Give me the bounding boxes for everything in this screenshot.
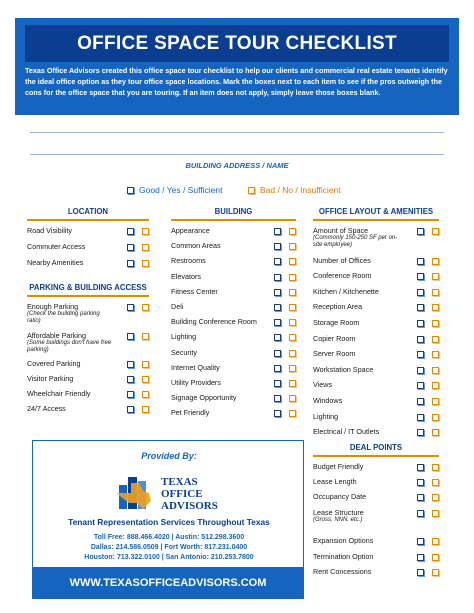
bad-checkbox[interactable] xyxy=(289,365,296,372)
contact-line-3: Houston: 713.322.0100 | San Antonio: 210.253.7800 xyxy=(84,554,254,561)
item-checkboxes xyxy=(119,333,149,340)
bad-checkbox[interactable] xyxy=(432,304,439,311)
legend-bad xyxy=(248,185,341,195)
section-heading: PARKING & BUILDING ACCESS xyxy=(29,283,147,292)
item-label: Occupancy Date xyxy=(313,492,367,502)
checkbox-icon xyxy=(248,187,255,194)
bad-checkbox[interactable] xyxy=(289,395,296,402)
section-rule xyxy=(171,219,296,221)
checklist-item xyxy=(27,359,149,374)
logo-text-2: OFFICE xyxy=(161,488,203,500)
bad-checkbox[interactable] xyxy=(432,494,439,501)
checkbox-icon xyxy=(127,187,134,194)
legend-good-label: Good / Yes / Sufficient xyxy=(139,185,223,195)
item-label: Server Room xyxy=(313,349,356,359)
address-line-1 xyxy=(30,132,444,133)
good-checkbox[interactable] xyxy=(417,320,424,327)
section-heading: OFFICE LAYOUT & AMENITIES xyxy=(318,207,434,216)
section-building xyxy=(171,206,296,423)
bad-checkbox[interactable] xyxy=(432,351,439,358)
bad-checkbox[interactable] xyxy=(432,429,439,436)
section-rule xyxy=(27,219,149,221)
good-checkbox[interactable] xyxy=(417,464,424,471)
checklist-item xyxy=(171,363,296,378)
checklist-item xyxy=(313,349,439,365)
item-checkboxes xyxy=(409,414,439,421)
good-checkbox[interactable] xyxy=(417,336,424,343)
item-label: Restrooms xyxy=(171,256,206,266)
good-checkbox[interactable] xyxy=(417,510,424,517)
item-checkboxes xyxy=(409,429,439,436)
bad-checkbox[interactable] xyxy=(142,361,149,368)
bad-checkbox[interactable] xyxy=(142,244,149,251)
checklist-item xyxy=(313,334,439,350)
item-label: Views xyxy=(313,380,333,390)
item-label: Signage Opportunity xyxy=(171,393,237,403)
item-checkboxes xyxy=(409,510,439,517)
intro-text: Texas Office Advisors created this office space tour checklist to help our clients and commercial real estate tenants identify the ideal office option as they tour office space locations. Mark the boxes next to each item to see if the pros outweigh the cons for the office space that you are touring. If an item does not apply, simply leave those boxes blank. xyxy=(25,66,448,97)
bad-checkbox[interactable] xyxy=(432,398,439,405)
item-label: Electrical / IT Outlets xyxy=(313,427,380,437)
item-checkboxes xyxy=(409,398,439,405)
item-label: Security xyxy=(171,347,197,357)
checklist-item xyxy=(171,378,296,393)
item-checkboxes xyxy=(409,228,439,235)
checklist-item xyxy=(171,302,296,317)
item-checkboxes xyxy=(266,350,296,357)
good-checkbox[interactable] xyxy=(417,494,424,501)
bad-checkbox[interactable] xyxy=(142,260,149,267)
item-label: Windows xyxy=(313,395,343,405)
item-checkboxes xyxy=(119,304,149,311)
bad-checkbox[interactable] xyxy=(142,228,149,235)
good-checkbox[interactable] xyxy=(274,380,281,387)
bad-checkbox[interactable] xyxy=(432,228,439,235)
good-checkbox[interactable] xyxy=(274,289,281,296)
item-checkboxes xyxy=(409,479,439,486)
item-label: Covered Parking xyxy=(27,359,81,368)
item-checkboxes xyxy=(266,334,296,341)
checklist-sheet xyxy=(15,18,459,600)
checklist-item xyxy=(313,477,439,492)
item-label: Rent Concessions xyxy=(313,566,372,576)
good-checkbox[interactable] xyxy=(417,228,424,235)
item-checkboxes xyxy=(266,319,296,326)
bad-checkbox[interactable] xyxy=(142,333,149,340)
item-checkboxes xyxy=(266,410,296,417)
item-label: Internet Quality xyxy=(171,362,220,372)
bad-checkbox[interactable] xyxy=(289,410,296,417)
item-label: Fitness Center xyxy=(171,286,218,296)
bad-checkbox[interactable] xyxy=(432,289,439,296)
item-label: 24/7 Access xyxy=(27,404,66,413)
good-checkbox[interactable] xyxy=(274,395,281,402)
item-checkboxes xyxy=(409,336,439,343)
good-checkbox[interactable] xyxy=(127,260,134,267)
item-label: Number of Offices xyxy=(313,255,371,265)
item-checkboxes xyxy=(409,569,439,576)
checklist-item xyxy=(27,331,149,360)
bad-checkbox[interactable] xyxy=(289,380,296,387)
checklist-item xyxy=(27,302,149,331)
bad-checkbox[interactable] xyxy=(432,538,439,545)
checklist-item xyxy=(27,258,149,274)
tagline: Tenant Representation Services Throughout Texas xyxy=(68,517,270,527)
item-label: Affordable Parking xyxy=(27,330,87,340)
good-checkbox[interactable] xyxy=(127,406,134,413)
checklist-item xyxy=(171,256,296,271)
item-label: Copier Room xyxy=(313,333,356,343)
website-link[interactable]: WWW.TEXASOFFICEADVISORS.COM xyxy=(32,567,304,599)
checklist-item xyxy=(27,404,149,419)
item-checkboxes xyxy=(409,367,439,374)
item-label: Lighting xyxy=(171,332,197,342)
checklist-item xyxy=(313,536,439,551)
item-checkboxes xyxy=(409,538,439,545)
good-checkbox[interactable] xyxy=(417,569,424,576)
good-checkbox[interactable] xyxy=(274,350,281,357)
item-checkboxes xyxy=(409,258,439,265)
good-checkbox[interactable] xyxy=(274,365,281,372)
bad-checkbox[interactable] xyxy=(432,367,439,374)
good-checkbox[interactable] xyxy=(417,554,424,561)
good-checkbox[interactable] xyxy=(274,258,281,265)
item-checkboxes xyxy=(266,304,296,311)
good-checkbox[interactable] xyxy=(417,429,424,436)
checklist-item xyxy=(313,567,439,582)
contact-line-1: Toll Free: 888.466.4020 | Austin: 512.298.3600 xyxy=(93,534,245,541)
checklist-item xyxy=(27,242,149,258)
good-checkbox[interactable] xyxy=(127,391,134,398)
item-label: Appearance xyxy=(171,226,210,235)
checklist-item xyxy=(313,318,439,334)
contact-line-2: Dallas: 214.586.0509 | Fort Worth: 817.231.0400 xyxy=(90,544,248,551)
bad-checkbox[interactable] xyxy=(432,414,439,421)
bad-checkbox[interactable] xyxy=(289,258,296,265)
bad-checkbox[interactable] xyxy=(432,273,439,280)
section-parking xyxy=(27,282,149,419)
item-checkboxes xyxy=(266,258,296,265)
section-heading: DEAL POINTS xyxy=(349,443,403,452)
bad-checkbox[interactable] xyxy=(289,228,296,235)
bad-checkbox[interactable] xyxy=(142,376,149,383)
legend-good xyxy=(127,185,223,195)
bad-checkbox[interactable] xyxy=(432,554,439,561)
checklist-item xyxy=(27,374,149,389)
item-checkboxes xyxy=(266,289,296,296)
item-label: Common Areas xyxy=(171,241,221,251)
item-label: Storage Room xyxy=(313,318,360,327)
good-checkbox[interactable] xyxy=(274,228,281,235)
item-label: Termination Option xyxy=(313,551,374,561)
good-checkbox[interactable] xyxy=(417,398,424,405)
checklist-item xyxy=(313,492,439,507)
good-checkbox[interactable] xyxy=(417,414,424,421)
item-checkboxes xyxy=(119,391,149,398)
good-checkbox[interactable] xyxy=(417,273,424,280)
item-checkboxes xyxy=(119,376,149,383)
checklist-item xyxy=(313,412,439,428)
item-label: Wheelchair Friendly xyxy=(27,389,91,398)
section-heading: LOCATION xyxy=(67,207,109,216)
checklist-item xyxy=(171,272,296,287)
checklist-item xyxy=(313,226,439,256)
item-checkboxes xyxy=(409,320,439,327)
section-deal-points xyxy=(313,442,439,582)
item-label: Building Conference Room xyxy=(171,317,257,327)
item-label: Workstation Space xyxy=(313,364,374,374)
page-title: OFFICE SPACE TOUR CHECKLIST xyxy=(25,25,449,62)
good-checkbox[interactable] xyxy=(127,333,134,340)
checklist-item xyxy=(313,427,439,443)
bad-checkbox[interactable] xyxy=(289,350,296,357)
checklist-item xyxy=(313,462,439,477)
logo-text-1: TEXAS xyxy=(161,476,198,488)
good-checkbox[interactable] xyxy=(274,410,281,417)
checklist-item xyxy=(171,226,296,241)
item-label: Budget Friendly xyxy=(313,462,364,471)
provided-by-box xyxy=(32,440,304,576)
checklist-item xyxy=(171,241,296,256)
good-checkbox[interactable] xyxy=(417,479,424,486)
header-banner xyxy=(15,18,459,115)
section-rule xyxy=(313,455,439,457)
item-checkboxes xyxy=(409,464,439,471)
checklist-item xyxy=(313,365,439,381)
item-checkboxes xyxy=(119,244,149,251)
bad-checkbox[interactable] xyxy=(432,320,439,327)
item-checkboxes xyxy=(266,274,296,281)
bad-checkbox[interactable] xyxy=(289,334,296,341)
provided-by-label: Provided By: xyxy=(88,448,250,464)
bad-checkbox[interactable] xyxy=(289,289,296,296)
good-checkbox[interactable] xyxy=(127,228,134,235)
good-checkbox[interactable] xyxy=(274,274,281,281)
good-checkbox[interactable] xyxy=(417,351,424,358)
item-label: Kitchen / Kitchenette xyxy=(313,286,379,296)
good-checkbox[interactable] xyxy=(127,244,134,251)
checklist-item xyxy=(171,317,296,332)
item-note: (Check the building parking ratio) xyxy=(27,311,100,324)
good-checkbox[interactable] xyxy=(127,376,134,383)
checklist-item xyxy=(171,348,296,363)
checklist-item xyxy=(27,226,149,242)
good-checkbox[interactable] xyxy=(417,304,424,311)
good-checkbox[interactable] xyxy=(127,304,134,311)
bad-checkbox[interactable] xyxy=(432,479,439,486)
checklist-item xyxy=(313,287,439,303)
item-checkboxes xyxy=(409,554,439,561)
item-label: Nearby Amenities xyxy=(27,258,84,267)
item-label: Expansion Options xyxy=(313,536,374,546)
checklist-item xyxy=(313,256,439,272)
good-checkbox[interactable] xyxy=(417,382,424,389)
checklist-item xyxy=(313,302,439,318)
good-checkbox[interactable] xyxy=(274,319,281,326)
item-label: Lighting xyxy=(313,411,339,421)
legend xyxy=(15,185,459,197)
checklist-item xyxy=(313,380,439,396)
section-rule xyxy=(27,295,149,297)
contact-list xyxy=(33,533,305,563)
bad-checkbox[interactable] xyxy=(289,319,296,326)
item-checkboxes xyxy=(266,395,296,402)
item-checkboxes xyxy=(266,228,296,235)
legend-bad-label: Bad / No / Insufficient xyxy=(260,185,341,195)
section-rule xyxy=(313,219,439,221)
item-label: Enough Parking xyxy=(27,302,79,311)
checklist-item xyxy=(313,552,439,567)
bad-checkbox[interactable] xyxy=(289,243,296,250)
bad-checkbox[interactable] xyxy=(432,569,439,576)
item-label: Elevators xyxy=(171,271,201,281)
address-label: BUILDING ADDRESS / NAME xyxy=(185,161,289,170)
bad-checkbox[interactable] xyxy=(289,304,296,311)
checklist-item xyxy=(171,408,296,423)
item-label: Road Visibility xyxy=(27,226,73,235)
checklist-item xyxy=(171,393,296,408)
item-label: Commuter Access xyxy=(27,242,86,251)
section-office-layout xyxy=(313,206,439,443)
item-label: Pet Friendly xyxy=(171,408,210,418)
bad-checkbox[interactable] xyxy=(142,304,149,311)
good-checkbox[interactable] xyxy=(274,334,281,341)
item-checkboxes xyxy=(266,380,296,387)
good-checkbox[interactable] xyxy=(417,258,424,265)
item-checkboxes xyxy=(119,406,149,413)
good-checkbox[interactable] xyxy=(127,361,134,368)
item-label: Lease Length xyxy=(313,477,357,487)
item-checkboxes xyxy=(409,382,439,389)
item-checkboxes xyxy=(119,260,149,267)
checklist-item xyxy=(27,389,149,404)
bad-checkbox[interactable] xyxy=(432,382,439,389)
logo-text-3: ADVISORS xyxy=(161,500,218,512)
bad-checkbox[interactable] xyxy=(432,336,439,343)
item-label: Conference Room xyxy=(313,271,372,281)
item-label: Visitor Parking xyxy=(27,374,74,383)
good-checkbox[interactable] xyxy=(417,289,424,296)
item-checkboxes xyxy=(409,351,439,358)
item-checkboxes xyxy=(409,304,439,311)
item-label: Utility Providers xyxy=(171,377,221,387)
item-checkboxes xyxy=(409,494,439,501)
checklist-item xyxy=(313,396,439,412)
bad-checkbox[interactable] xyxy=(289,274,296,281)
bad-checkbox[interactable] xyxy=(142,391,149,398)
item-label: Reception Area xyxy=(313,302,363,312)
good-checkbox[interactable] xyxy=(274,304,281,311)
section-location xyxy=(27,206,149,274)
item-label: Amount of Space xyxy=(313,226,369,235)
item-label: Deli xyxy=(171,301,184,311)
bad-checkbox[interactable] xyxy=(142,406,149,413)
checklist-item xyxy=(313,271,439,287)
bad-checkbox[interactable] xyxy=(432,510,439,517)
section-heading: BUILDING xyxy=(214,207,253,216)
item-label: Lease Structure xyxy=(313,507,364,517)
checklist-item xyxy=(313,508,439,537)
item-checkboxes xyxy=(119,361,149,368)
item-checkboxes xyxy=(409,273,439,280)
checklist-item xyxy=(171,332,296,347)
item-note: (Commonly 150-250 SF per on-site employee) xyxy=(313,235,398,248)
item-checkboxes xyxy=(266,243,296,250)
bad-checkbox[interactable] xyxy=(432,464,439,471)
bad-checkbox[interactable] xyxy=(432,258,439,265)
good-checkbox[interactable] xyxy=(417,538,424,545)
good-checkbox[interactable] xyxy=(417,367,424,374)
checklist-item xyxy=(171,287,296,302)
item-note: (Gross, NNN, etc.) xyxy=(313,516,363,523)
item-checkboxes xyxy=(119,228,149,235)
texas-office-advisors-logo xyxy=(113,471,243,513)
item-note: (Some buildings don't have free parking) xyxy=(27,339,112,353)
address-line-2 xyxy=(30,154,444,155)
item-checkboxes xyxy=(266,365,296,372)
good-checkbox[interactable] xyxy=(274,243,281,250)
item-checkboxes xyxy=(409,289,439,296)
